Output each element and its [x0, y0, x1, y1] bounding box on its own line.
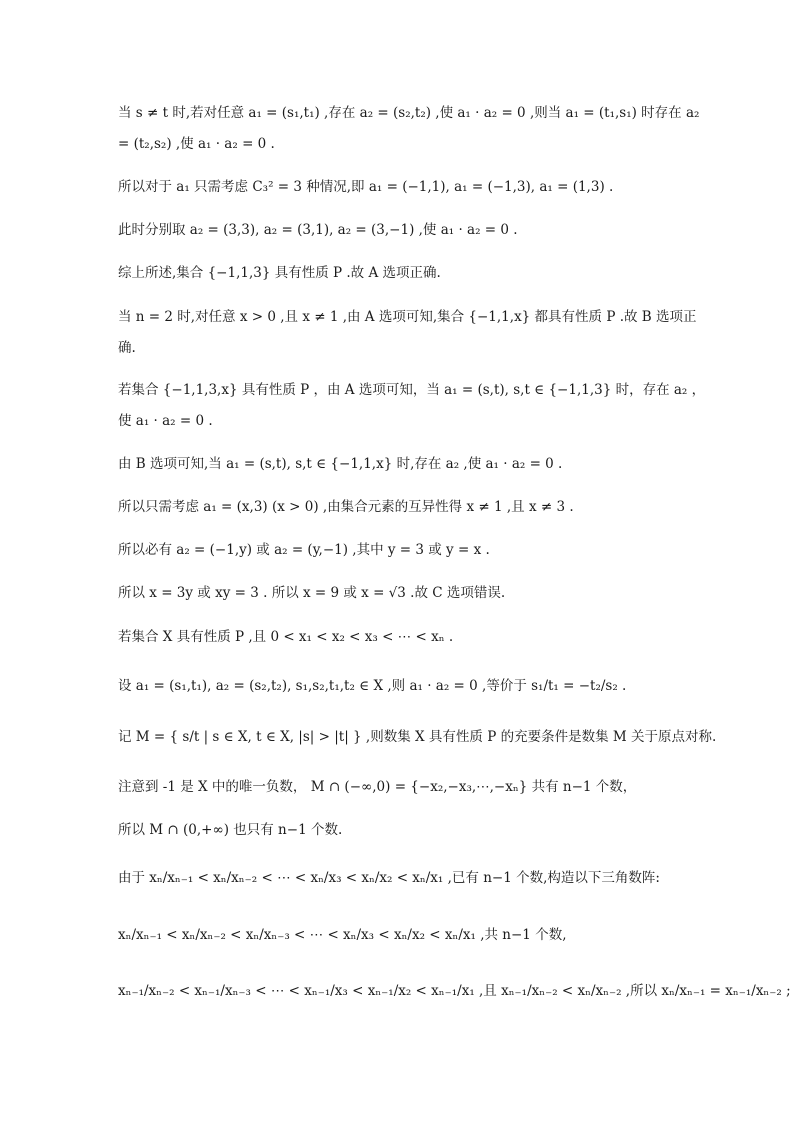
text-line-7: 确. [118, 340, 136, 356]
text-line-4: 此时分别取 a₂ = (3,3), a₂ = (3,1), a₂ = (3,−1) ,使 a₁ · a₂ = 0 . [118, 222, 518, 238]
text-line-13: 所以 x = 3y 或 xy = 3 . 所以 x = 9 或 x = √3 .故 C 选项错误. [118, 585, 506, 601]
text-line-9: 使 a₁ · a₂ = 0 . [118, 413, 213, 429]
text-line-10: 由 B 选项可知,当 a₁ = (s,t), s,t ∈ {−1,1,x} 时,存在 a₂ ,使 a₁ · a₂ = 0 . [118, 456, 563, 472]
text-line-14: 若集合 X 具有性质 P ,且 0 < x₁ < x₂ < x₃ < ⋯ < xₙ . [118, 629, 454, 645]
text-line-18: 所以 M ∩ (0,+∞) 也只有 n−1 个数. [118, 822, 343, 838]
text-line-15: 设 a₁ = (s₁,t₁), a₂ = (s₂,t₂), s₁,s₂,t₁,t₂ ∈ X ,则 a₁ · a₂ = 0 ,等价于 s₁/t₁ = −t₂/s₂ . [118, 678, 627, 694]
text-line-5: 综上所述,集合 {−1,1,3} 具有性质 P .故 A 选项正确. [118, 265, 441, 281]
text-line-1: 当 s ≠ t 时,若对任意 a₁ = (s₁,t₁) ,存在 a₂ = (s₂,t₂) ,使 a₁ · a₂ = 0 ,则当 a₁ = (t₁,s₁) 时存在 a₂ [118, 105, 700, 121]
text-line-17: 注意到 -1 是 X 中的唯一负数， M ∩ (−∞,0) = {−x₂,−x₃,⋯,−xₙ} 共有 n−1 个数， [118, 779, 637, 795]
text-line-2: = (t₂,s₂) ,使 a₁ · a₂ = 0 . [118, 136, 275, 152]
text-line-21: xₙ₋₁/xₙ₋₂ < xₙ₋₁/xₙ₋₃ < ⋯ < xₙ₋₁/x₃ < xₙ₋₁/x₂ < xₙ₋₁/x₁ ,且 xₙ₋₁/xₙ₋₂ < xₙ/xₙ₋₂ ,所以 xₙ/xₙ₋₁ = xₙ₋₁/xₙ₋₂ ; [118, 983, 791, 999]
text-line-6: 当 n = 2 时,对任意 x > 0 ,且 x ≠ 1 ,由 A 选项可知,集合 {−1,1,x} 都具有性质 P .故 B 选项正 [118, 309, 697, 325]
text-line-16: 记 M = { s/t | s ∈ X, t ∈ X, |s| > |t| } ,则数集 X 具有性质 P 的充要条件是数集 M 关于原点对称. [118, 729, 717, 745]
text-line-3: 所以对于 a₁ 只需考虑 C₃² = 3 种情况,即 a₁ = (−1,1), a₁ = (−1,3), a₁ = (1,3) . [118, 179, 614, 195]
text-line-12: 所以必有 a₂ = (−1,y) 或 a₂ = (y,−1) ,其中 y = 3 或 y = x . [118, 542, 490, 558]
text-line-11: 所以只需考虑 a₁ = (x,3) (x > 0) ,由集合元素的互异性得 x ≠ 1 ,且 x ≠ 3 . [118, 499, 574, 515]
text-line-19: 由于 xₙ/xₙ₋₁ < xₙ/xₙ₋₂ < ⋯ < xₙ/x₃ < xₙ/x₂ < xₙ/x₁ ,已有 n−1 个数,构造以下三角数阵: [118, 870, 660, 886]
text-line-20: xₙ/xₙ₋₁ < xₙ/xₙ₋₂ < xₙ/xₙ₋₃ < ⋯ < xₙ/x₃ < xₙ/x₂ < xₙ/x₁ ,共 n−1 个数, [118, 927, 567, 943]
text-line-8: 若集合 {−1,1,3,x} 具有性质 P ，由 A 选项可知，当 a₁ = (s,t), s,t ∈ {−1,1,3} 时，存在 a₂ ， [118, 382, 706, 398]
